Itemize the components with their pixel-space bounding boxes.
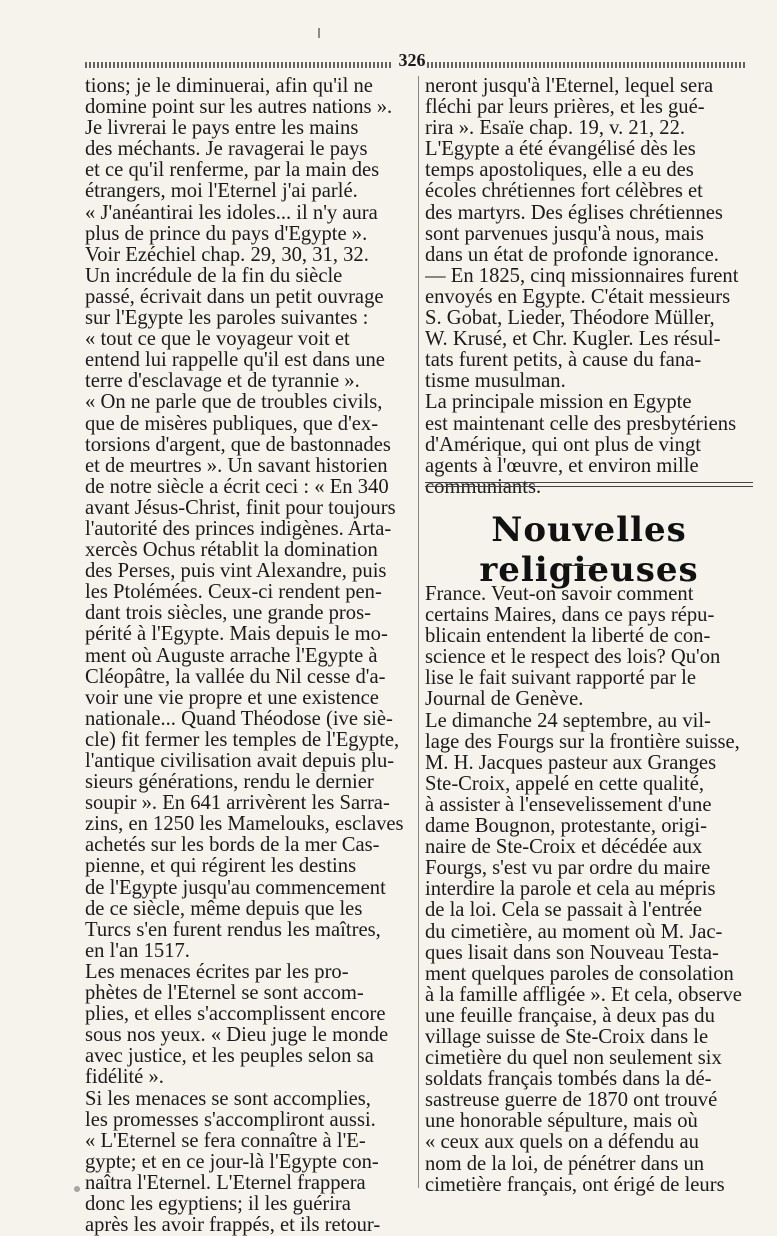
text-line: Si les menaces se sont accomplies, <box>85 1088 371 1110</box>
section-rule-top <box>425 482 753 483</box>
text-line: dant trois siècles, une grande pros- <box>85 603 371 625</box>
text-line: cimetière français, ont érigé de leurs <box>425 1174 725 1196</box>
text-line: Turcs s'en furent rendus les maîtres, <box>85 919 381 941</box>
text-line: nom de la loi, de pénétrer dans un <box>425 1153 705 1175</box>
text-line: W. Krusé, et Chr. Kugler. Les résul- <box>425 329 721 351</box>
text-line: une feuille française, à deux pas du <box>425 1005 715 1027</box>
text-line: est maintenant celle des presbytériens <box>425 413 737 435</box>
text-line: les promesses s'accompliront aussi. <box>85 1109 376 1131</box>
text-line: Un incrédule de la fin du siècle <box>85 265 343 287</box>
text-line: tats furent petits, à cause du fana- <box>425 350 702 372</box>
text-line: temps apostoliques, elle a eu des <box>425 160 694 182</box>
text-line: fléchi par leurs prières, et les gué- <box>425 97 705 119</box>
text-line: l'autorité des princes indigènes. Arta- <box>85 518 392 540</box>
text-line: et ce qu'il renferme, par la main des <box>85 160 380 182</box>
section-rule-bottom <box>425 486 753 487</box>
text-line: zins, en 1250 les Mamelouks, esclaves <box>85 814 404 836</box>
text-line: « L'Eternel se fera connaître à l'E- <box>85 1130 366 1152</box>
text-line: de la loi. Cela se passait à l'entrée <box>425 900 703 922</box>
text-line: xercès Ochus rétablit la domination <box>85 540 378 562</box>
text-line: cimetière du quel non seulement six <box>425 1048 722 1070</box>
text-line: de notre siècle a écrit ceci : « En 340 <box>85 476 389 498</box>
text-line: de ce siècle, même depuis que les <box>85 898 363 920</box>
text-line: écoles chrétiennes fort célèbres et <box>425 181 703 203</box>
page-header <box>85 50 747 70</box>
section-title: Nouvelles religieuses <box>479 510 699 590</box>
text-line: La principale mission en Egypte <box>425 392 692 414</box>
text-line: ment quelques paroles de consolation <box>425 963 734 985</box>
text-line: village suisse de Ste-Croix dans le <box>425 1026 709 1048</box>
text-line: terre d'esclavage et de tyrannie ». <box>85 371 360 393</box>
text-line: sieurs générations, rendu le dernier <box>85 772 374 794</box>
text-line: périté à l'Egypte. Mais depuis le mo- <box>85 624 388 646</box>
text-line: avec justice, et les peuples selon sa <box>85 1046 374 1068</box>
text-line: à la famille affligée ». Et cela, observe <box>425 984 742 1006</box>
text-line: achetés sur les bords de la mer Cas- <box>85 835 380 857</box>
text-line: lage des Fourgs sur la frontière suisse, <box>425 731 740 753</box>
right-column-bottom <box>425 584 753 1196</box>
text-line: entend lui rappelle qu'il est dans une <box>85 350 385 372</box>
text-line: soupir ». En 641 arrivèrent les Sarra- <box>85 793 390 815</box>
text-line: communiants. <box>425 476 542 498</box>
text-line: — En 1825, cinq missionnaires furent <box>425 265 739 287</box>
text-line: S. Gobat, Lieder, Théodore Müller, <box>425 308 715 330</box>
text-line: lise le fait suivant rapporté par le <box>425 668 697 690</box>
text-line: interdire la parole et cela au mépris <box>425 879 716 901</box>
text-line: M. H. Jacques pasteur aux Granges <box>425 752 717 774</box>
text-line: Journal de Genève. <box>425 689 584 711</box>
text-line: agents à l'œuvre, et environ mille <box>425 455 699 477</box>
text-line: neront jusqu'à l'Eternel, lequel sera <box>425 76 714 97</box>
text-line: France. Veut-on savoir comment <box>425 584 694 605</box>
text-line: Les menaces écrites par les pro- <box>85 961 349 983</box>
text-line: des martyrs. Des églises chrétiennes <box>425 202 723 224</box>
text-line: dans un état de profonde ignorance. <box>425 244 719 266</box>
print-mark <box>318 28 320 38</box>
text-line: pienne, et qui régirent les destins <box>85 856 357 878</box>
header-rule-right <box>427 62 747 68</box>
text-line: sous nos yeux. « Dieu juge le monde <box>85 1025 389 1047</box>
column-divider <box>418 76 419 1188</box>
text-line: cle) fit fermer les temples de l'Egypte, <box>85 729 400 751</box>
text-line: ques lisait dans son Nouveau Testa- <box>425 942 719 964</box>
header-rule-left <box>85 62 393 68</box>
text-line: tisme musulman. <box>425 371 566 393</box>
text-line: dame Bougnon, protestante, origi- <box>425 816 707 838</box>
text-line: les Ptolémées. Ceux-ci rendent pen- <box>85 582 382 604</box>
text-line: Cléopâtre, la vallée du Nil cesse d'a- <box>85 666 386 688</box>
text-line: Je livrerai le pays entre les mains <box>85 118 359 140</box>
text-line: et de meurtres ». Un savant historien <box>85 455 388 477</box>
text-line: blicain entendent la liberté de con- <box>425 626 711 648</box>
text-line: envoyés en Egypte. C'était messieurs <box>425 286 731 308</box>
text-line: science et le respect des lois? Qu'on <box>425 647 721 669</box>
text-line: plies, et elles s'accomplissent encore <box>85 1004 386 1026</box>
text-line: passé, écrivait dans un petit ouvrage <box>85 286 384 308</box>
left-column <box>85 76 415 1236</box>
text-line: étrangers, moi l'Eternel j'ai parlé. <box>85 181 358 203</box>
text-line: Fourgs, s'est vu par ordre du maire <box>425 858 711 880</box>
title-underline <box>565 565 605 566</box>
text-line: des Perses, puis vint Alexandre, puis <box>85 561 387 583</box>
text-line: « J'anéantirai les idoles... il n'y aura <box>85 202 378 224</box>
text-line: à assister à l'ensevelissement d'une <box>425 794 712 816</box>
text-line: fidélité ». <box>85 1067 164 1089</box>
margin-mark <box>74 1186 80 1192</box>
text-line: certains Maires, dans ce pays répu- <box>425 605 715 627</box>
text-line: une honorable sépulture, mais où <box>425 1111 698 1133</box>
text-line: soldats français tombés dans la dé- <box>425 1069 712 1091</box>
text-line: « ceux aux quels on a défendu au <box>425 1132 699 1154</box>
text-line: avant Jésus-Christ, finit pour toujours <box>85 497 396 519</box>
text-line: que de misères publiques, que d'ex- <box>85 413 379 435</box>
text-line: plus de prince du pays d'Egypte ». <box>85 223 368 245</box>
text-line: des méchants. Je ravagerai le pays <box>85 139 368 161</box>
text-line: Voir Ezéchiel chap. 29, 30, 31, 32. <box>85 244 369 266</box>
text-line: « tout ce que le voyageur voit et <box>85 329 350 351</box>
text-line: d'Amérique, qui ont plus de vingt <box>425 434 701 456</box>
text-line: voir une vie propre et une existence <box>85 687 379 709</box>
text-line: tions; je le diminuerai, afin qu'il ne <box>85 76 373 97</box>
text-line: sont parvenues jusqu'à nous, mais <box>425 223 704 245</box>
text-line: sastreuse guerre de 1870 ont trouvé <box>425 1090 718 1112</box>
text-line: torsions d'argent, que de bastonnades <box>85 434 391 456</box>
text-line: l'antique civilisation avait depuis plu- <box>85 751 395 772</box>
text-line: domine point sur les autres nations ». <box>85 97 393 119</box>
text-line: de l'Egypte jusqu'au commencement <box>85 877 386 899</box>
text-line: donc les egyptiens; il les guérira <box>85 1193 351 1215</box>
right-column-top <box>425 76 753 498</box>
text-line: sur l'Egypte les paroles suivantes : <box>85 308 369 330</box>
text-line: « On ne parle que de troubles civils, <box>85 392 383 414</box>
text-line: après les avoir frappés, et ils retour- <box>85 1215 381 1236</box>
text-line: naîtra l'Eternel. L'Eternel frappera <box>85 1172 366 1194</box>
text-line: Ste-Croix, appelé en cette qualité, <box>425 773 705 795</box>
text-line: L'Egypte a été évangélisé dès les <box>425 139 696 161</box>
text-line: ment où Auguste arrache l'Egypte à <box>85 645 378 667</box>
text-line: phètes de l'Eternel se sont accom- <box>85 983 364 1005</box>
text-line: en l'an 1517. <box>85 940 190 962</box>
text-line: du cimetière, au moment où M. Jac- <box>425 921 723 943</box>
text-line: nationale... Quand Théodose (ive siè- <box>85 708 393 730</box>
text-line: gypte; et en ce jour-là l'Egypte con- <box>85 1151 379 1173</box>
page-number: 326 <box>398 50 426 70</box>
text-line: Le dimanche 24 septembre, au vil- <box>425 710 711 732</box>
text-line: rira ». Esaïe chap. 19, v. 21, 22. <box>425 118 686 140</box>
text-line: naire de Ste-Croix et décédée aux <box>425 837 703 859</box>
